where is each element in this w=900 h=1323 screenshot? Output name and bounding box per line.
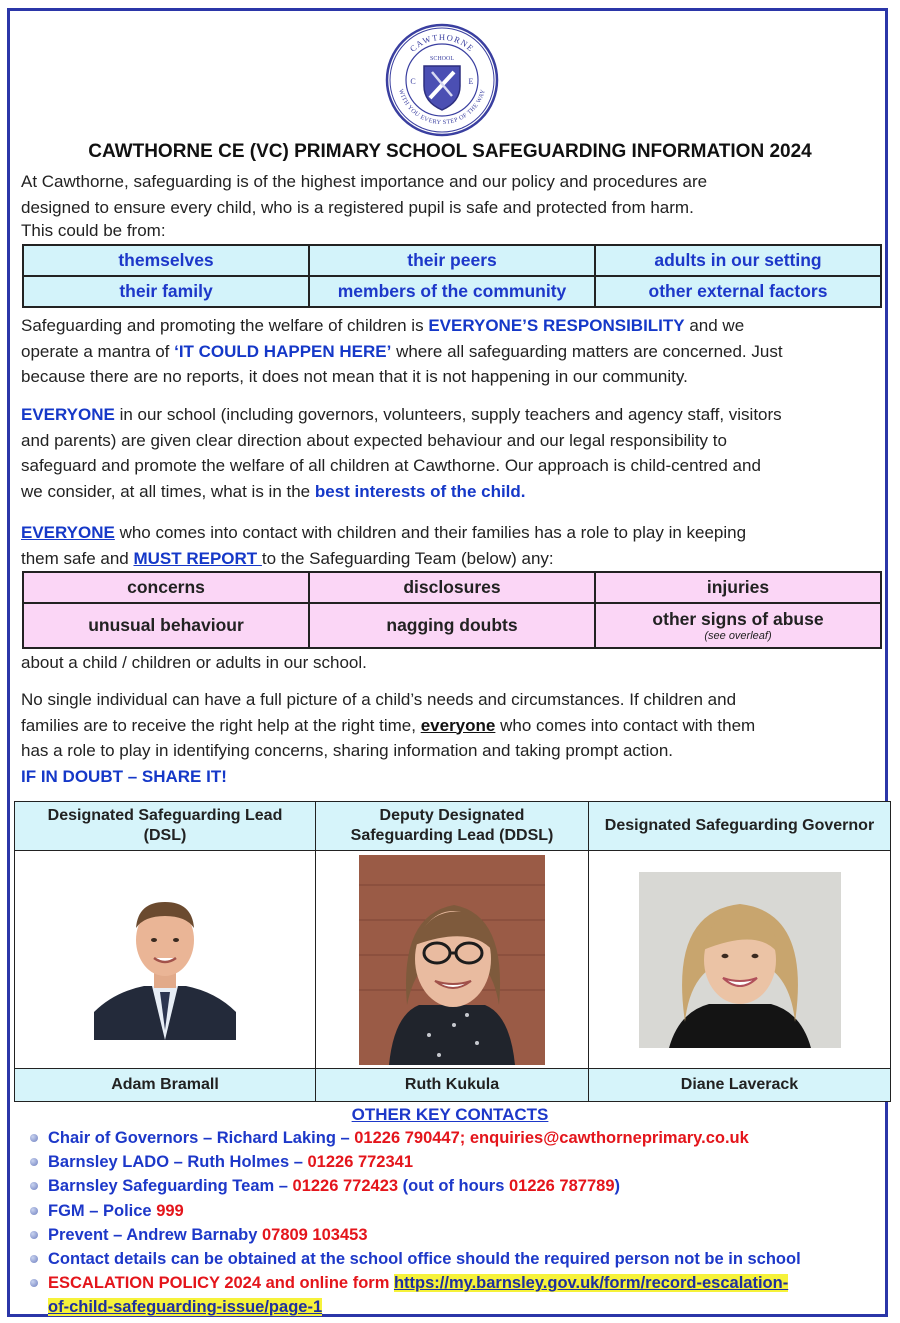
- crest-inner-text: SCHOOL: [429, 56, 455, 62]
- everyone-paragraph: EVERYONE in our school (including governors, volunteers, supply teachers and agency staff, visitors and parents) are given clear direction about expected behaviour and our legal responsibility to safeguard and promote the welfare of all children at Cawthorne. Our approach is child-centred and we consider, at all times, what is in the best interests of the child.: [21, 405, 782, 501]
- contact-lado: Barnsley LADO – Ruth Holmes – 01226 772341: [22, 1150, 882, 1174]
- report-item-cell: disclosures: [309, 572, 595, 603]
- harm-source-cell: themselves: [23, 245, 309, 276]
- ddsl-role-header: Deputy Designated Safeguarding Lead (DDSL): [316, 802, 589, 851]
- contact-chair: Chair of Governors – Richard Laking – 01226 790447; enquiries@cawthorneprimary.co.uk: [22, 1126, 882, 1150]
- bullet-icon: [30, 1231, 38, 1239]
- school-crest-logo: [384, 22, 500, 138]
- contact-office-note: Contact details can be obtained at the school office should the required person not be in school: [22, 1247, 882, 1271]
- bullet-icon: [30, 1207, 38, 1215]
- no-single-individual-paragraph: No single individual can have a full picture of a child’s needs and circumstances. If children and families are to receive the right help at the right time, everyone who comes into contact with them has a role to play in identifying concerns, sharing information and taking prompt action. IF IN DOUBT – SHARE IT!: [21, 687, 883, 789]
- contact-prevent: Prevent – Andrew Barnaby 07809 103453: [22, 1223, 882, 1247]
- governor-name: Diane Laverack: [589, 1069, 891, 1102]
- share-it-slogan: IF IN DOUBT – SHARE IT!: [21, 766, 227, 786]
- report-items-table: [22, 571, 882, 649]
- crest-letter-e: E: [468, 77, 474, 86]
- bullet-icon: [30, 1279, 38, 1287]
- harm-source-cell: their peers: [309, 245, 595, 276]
- contact-fgm: FGM – Police 999: [22, 1199, 882, 1223]
- see-overleaf-note: (see overleaf): [704, 630, 772, 642]
- about-child-line: about a child / children or adults in our school.: [21, 653, 367, 672]
- report-item-cell: concerns: [23, 572, 309, 603]
- report-item-cell: other signs of abuse (see overleaf): [595, 603, 881, 648]
- crest-top-text: CAWTHORNE: [407, 31, 477, 54]
- crest-letter-c: C: [410, 77, 416, 86]
- escalation-form-link[interactable]: https://my.barnsley.gov.uk/form/record-escalation- of-child-safeguarding-issue/page-1: [48, 1274, 789, 1317]
- harm-source-cell: adults in our setting: [595, 245, 881, 276]
- ddsl-name: Ruth Kukula: [316, 1069, 589, 1102]
- safeguarding-team-table: [14, 801, 891, 1102]
- contact-escalation: ESCALATION POLICY 2024 and online form https://my.barnsley.gov.uk/form/record-escalation- of-child-safeguarding-issue/page-1: [22, 1271, 882, 1319]
- governor-role-header: Designated Safeguarding Governor: [589, 802, 891, 851]
- governor-photo: [639, 872, 841, 1048]
- page-title: CAWTHORNE CE (VC) PRIMARY SCHOOL SAFEGUARDING INFORMATION 2024: [88, 141, 812, 162]
- harm-sources-table: [22, 244, 882, 308]
- responsibility-paragraph: Safeguarding and promoting the welfare of children is EVERYONE’S RESPONSIBILITY and we operate a mantra of ‘IT COULD HAPPEN HERE’ where all safeguarding matters are concerned. Just because there are no reports, it does not mean that it is not happening in our community.: [21, 316, 783, 386]
- dsl-role-header: Designated Safeguarding Lead (DSL): [15, 802, 316, 851]
- contact-safeguarding-team: Barnsley Safeguarding Team – 01226 772423 (out of hours 01226 787789): [22, 1174, 882, 1198]
- harm-source-cell: members of the community: [309, 276, 595, 307]
- dsl-name: Adam Bramall: [15, 1069, 316, 1102]
- bullet-icon: [30, 1134, 38, 1142]
- key-contacts-heading: OTHER KEY CONTACTS: [351, 1105, 549, 1124]
- bullet-icon: [30, 1158, 38, 1166]
- report-item-cell: injuries: [595, 572, 881, 603]
- harm-source-cell: other external factors: [595, 276, 881, 307]
- must-report-paragraph: EVERYONE who comes into contact with children and their families has a role to play in keeping them safe and MUST REPORT to the Safeguarding Team (below) any:: [21, 523, 747, 568]
- ddsl-photo: [359, 855, 545, 1065]
- intro-paragraph: At Cawthorne, safeguarding is of the highest importance and our policy and procedures are designed to ensure every child, who is a registered pupil is safe and protected from harm. This could be from:: [21, 172, 708, 240]
- key-contacts-list: [22, 1126, 882, 1320]
- report-item-cell: nagging doubts: [309, 603, 595, 648]
- crest-motto-text: WITH YOU EVERY STEP OF THE WAY: [397, 88, 487, 127]
- report-item-cell: unusual behaviour: [23, 603, 309, 648]
- harm-source-cell: their family: [23, 276, 309, 307]
- bullet-icon: [30, 1255, 38, 1263]
- bullet-icon: [30, 1182, 38, 1190]
- dsl-photo: [94, 880, 236, 1040]
